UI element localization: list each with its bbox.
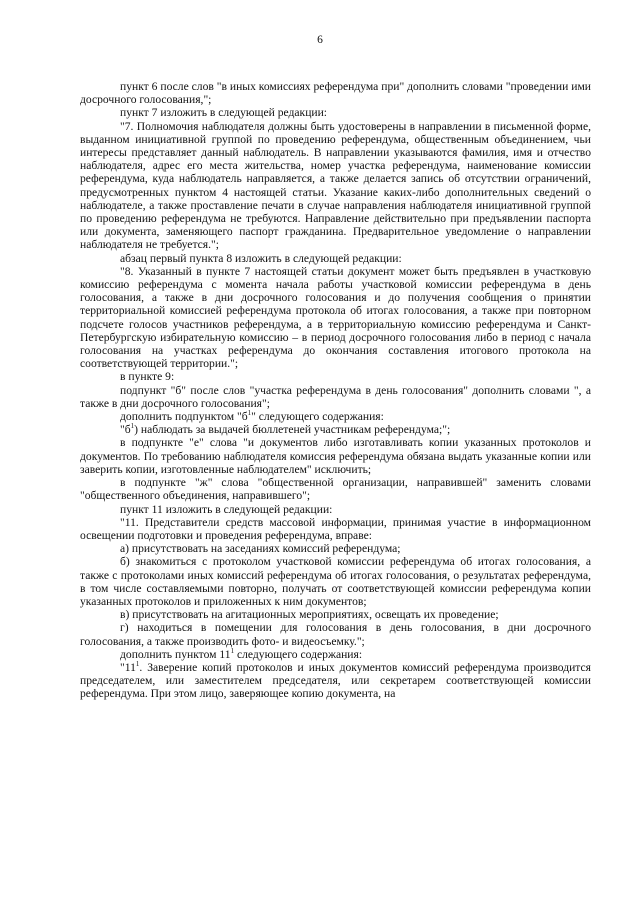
superscript: 1	[135, 660, 140, 669]
text-run: "б	[120, 423, 131, 437]
paragraph: пункт 11 изложить в следующей редакции:	[120, 502, 333, 516]
paragraph: пункт 7 изложить в следующей редакции:	[120, 106, 328, 120]
document-body	[80, 80, 591, 701]
paragraph: "11. Представители средств массовой информации, принимая участие в информационном освещении подготовки и проведения референдума, вправе:	[80, 515, 591, 542]
text-run: . Заверение копий протоколов и иных документов комиссий референдума производится председателем, или заместителем председателя, или секретарем соответствующей комиссии референдума. При этом лицо, заверяющее копию документа, на	[80, 660, 591, 701]
paragraph: в подпункте "е" слова "и документов либо изготавливать копии указанных протоколов и документов. По требованию наблюдателя комиссия референдума обязана выдать указанные копии или заверить копии, изготовленные наблюдателем" исключить;	[80, 436, 591, 476]
paragraph: в пункте 9:	[120, 370, 175, 384]
text-run: " следующего содержания:	[251, 410, 384, 424]
text-run: ) наблюдать за выдачей бюллетеней участникам референдума;";	[134, 423, 451, 437]
text-run: следующего содержания:	[234, 647, 363, 661]
paragraph: абзац первый пункта 8 изложить в следующей редакции:	[120, 251, 402, 265]
paragraph: в подпункте "ж" слова "общественной организации, направившей" заменить словами "общественного объединения, направившего";	[80, 476, 591, 503]
text-run: дополнить подпунктом "б	[120, 410, 248, 424]
paragraph	[80, 648, 591, 661]
paragraph: пункт 6 после слов "в иных комиссиях референдума при" дополнить словами "проведении ими досрочного голосования,";	[80, 80, 591, 107]
text-run: дополнить пунктом 11	[120, 647, 231, 661]
superscript: 1	[247, 409, 252, 418]
page-number: 6	[317, 34, 323, 46]
text-run: "11	[120, 660, 136, 674]
superscript: 1	[230, 646, 235, 655]
paragraph	[80, 410, 591, 423]
paragraph: в) присутствовать на агитационных мероприятиях, освещать их проведение;	[120, 608, 499, 622]
superscript: 1	[130, 422, 135, 431]
paragraph: б) знакомиться с протоколом участковой комиссии референдума об итогах голосования, а также с протоколами иных комиссий референдума об итогах голосования, о результатах референдума, в том числе составляемыми повторно, получать от соответствующей комиссии референдума копии указанных протоколов и приложенных к ним документов;	[80, 555, 591, 608]
paragraph: "8. Указанный в пункте 7 настоящей статьи документ может быть предъявлен в участковую комиссию референдума с момента начала работы участковой комиссии референдума в день голосования, а также в дни досрочного голосования и до получения сообщения о принятии территориальной комиссией референдума протокола об итогах голосования, а также при повторном подсчете голосов участников референдума, а в территориальную комиссию референдума и Санкт-Петербургскую избирательную комиссию – в период досрочного голосования либо в период с начала голосования на участках референдума до окончания составления итогового протокола на соответствующей территории.";	[80, 264, 591, 371]
paragraph	[80, 661, 591, 701]
paragraph: а) присутствовать на заседаниях комиссий референдума;	[120, 542, 401, 556]
paragraph	[80, 423, 591, 436]
paragraph: г) находиться в помещении для голосования в день голосования, в дни досрочного голосования, а также производить фото- и видеосъемку.";	[80, 621, 591, 648]
paragraph: подпункт "б" после слов "участка референдума в день голосования" дополнить словами ", а также в дни досрочного голосования";	[80, 383, 591, 410]
paragraph: "7. Полномочия наблюдателя должны быть удостоверены в направлении в письменной форме, выданном инициативной группой по проведению референдума, общественным объединением, чьи интересы представляет данный наблюдатель. В направлении указываются фамилия, имя и отчество наблюдателя, адрес его места жительства, номер участка референдума, наименование комиссии референдума, куда наблюдатель направляется, а также делается запись об отсутствии ограничений, предусмотренных пунктом 4 настоящей статьи. Указание каких-либо дополнительных сведений о наблюдателе, а также проставление печати в случае направления наблюдателя инициативной группой по проведению референдума не требуются. Направление действительно при предъявлении паспорта или документа, заменяющего паспорт гражданина. Предварительное уведомление о направлении наблюдателя не требуется.";	[80, 119, 591, 252]
